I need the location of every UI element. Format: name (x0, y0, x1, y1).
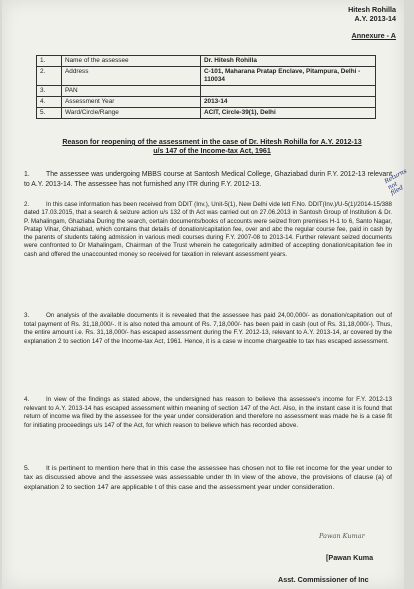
paragraph-number: 2. (24, 201, 30, 208)
assessee-info-table (36, 55, 376, 119)
row-value: 2013-14 (201, 97, 376, 108)
table-row (37, 97, 376, 108)
table-row (37, 108, 376, 119)
header-block (348, 5, 396, 23)
document-page (2, 0, 408, 589)
paragraph-5 (24, 464, 392, 492)
paragraph-number: 4. (24, 396, 30, 403)
header-ay: A.Y. 2013-14 (354, 14, 396, 23)
row-number: 3. (37, 86, 62, 97)
handwritten-annotation: Returns not filed (383, 167, 408, 197)
row-label: PAN (62, 86, 201, 97)
signatory-designation: Asst. Commissioner of Inc (278, 575, 369, 584)
row-value: ACIT, Circle-39(1), Delhi (201, 108, 376, 119)
document-title: Reason for reopening of the assessment in the case of Dr. Hitesh Rohilla for A.Y. 2012-13 u/s 147 of the Income-tax Act, 1961 (62, 138, 362, 155)
paragraph-1 (24, 170, 392, 189)
paragraph-text: On analysis of the available documents it is revealed that the assessee has paid 24,00,000/- as donation/capitation out of total payment of Rs. 31,18,000/-. It is also noted tha amount of Rs. 7,18,000/- has been paid in cash (out of Rs. 31,18,000/-). Thus, the entire amount i.e. Rs. 31,18,000/- has escaped assessment during the F.Y. 2012-13, relevant to A.Y. 2013-14, ar covered by the explanation 2 to section 147 of the Income-tax Act, 1961. Hence, it is a case w income chargeable to tax has escaped assessment. (24, 312, 392, 345)
row-label: Assessment Year (62, 97, 201, 108)
paragraph-text: In view of the findings as stated above, the undersigned has reason to believe tha assessee's income for F.Y. 2012-13 relevant to A.Y. 2013-14 has escaped assessment within meaning of section 147 of the Act. Also, in the instant case it is found that return of income wa filed by the assessee for the year under consideration and therefore no assessment was made he is a case fit for initiating proceedings u/s 147 of the Act, for which reason to believe which has recorded above. (24, 396, 392, 429)
paragraph-2 (24, 201, 392, 259)
row-label: Name of the assessee (62, 56, 201, 67)
row-number: 2. (37, 67, 62, 86)
paragraph-4 (24, 396, 392, 430)
table-row (37, 67, 376, 86)
paragraph-3 (24, 312, 392, 346)
paragraph-text: It is pertinent to mention here that in this case the assessee has chosen not to file ret income for the year under to tax as discussed above and the assessee was assessable under th In view of the above, the provisions of clause (a) of explanation 2 to section 147 are applicable t of this case and the assessment year under consideration. (24, 465, 392, 491)
row-number: 1. (37, 56, 62, 67)
row-label: Address (62, 67, 201, 86)
paragraph-number: 3. (24, 312, 30, 319)
row-value: C-101, Maharana Pratap Enclave, Pitampura, Delhi - 110034 (201, 67, 376, 86)
table-row (37, 86, 376, 97)
table-row (37, 56, 376, 67)
signatory-name: [Pawan Kuma (326, 553, 374, 562)
paragraph-number: 5. (24, 465, 30, 472)
header-name: Hitesh Rohilla (348, 5, 396, 14)
signature: Pawan Kumar (319, 532, 365, 540)
paragraph-text: The assessee was undergoing MBBS course at Santosh Medical College, Ghaziabad durin F.Y. 2012-13 relevant to A.Y. 2013-14. The assessee has not furnished any ITR during F.Y. 2012-13. (24, 171, 392, 188)
row-number: 5. (37, 108, 62, 119)
annexure-label: Annexure - A (351, 31, 396, 40)
row-number: 4. (37, 97, 62, 108)
row-value (201, 86, 376, 97)
row-label: Ward/Circle/Range (62, 108, 201, 119)
paragraph-text: In this case information has been received from DDIT (Inv.), Unit-5(1), New Delhi vide lett F.No. DDIT(Inv.)/U-5(1)/2014-15/388 dated 17.03.2015, that a search & seizure action u/s 132 of th Act was carried out on 27.06.2013 in Santosh Group of Institution & Dr. P. Mahalingam, Ghaziaba During the search, certain documents/books of accounts were seized from premises H-1 to 6, Santo Nagar, Pratap Vihar, Ghaziabad, which contains that details of donation/capitation fee, over and abc the regular course fee, paid in cash by the parents of students taking admission in various medi courses during F.Y. 2007-08 to 2013-14. Further relevant seized documents were confronted to Dr Mahalingam, Chairman of the Trust wherein he categorically admitted of accepting donation/capitation fee in cash and offered the unaccounted money so received for taxation in relevant assessment years. (24, 201, 392, 258)
row-value: Dr. Hitesh Rohilla (201, 56, 376, 67)
paragraph-number: 1. (24, 171, 30, 178)
